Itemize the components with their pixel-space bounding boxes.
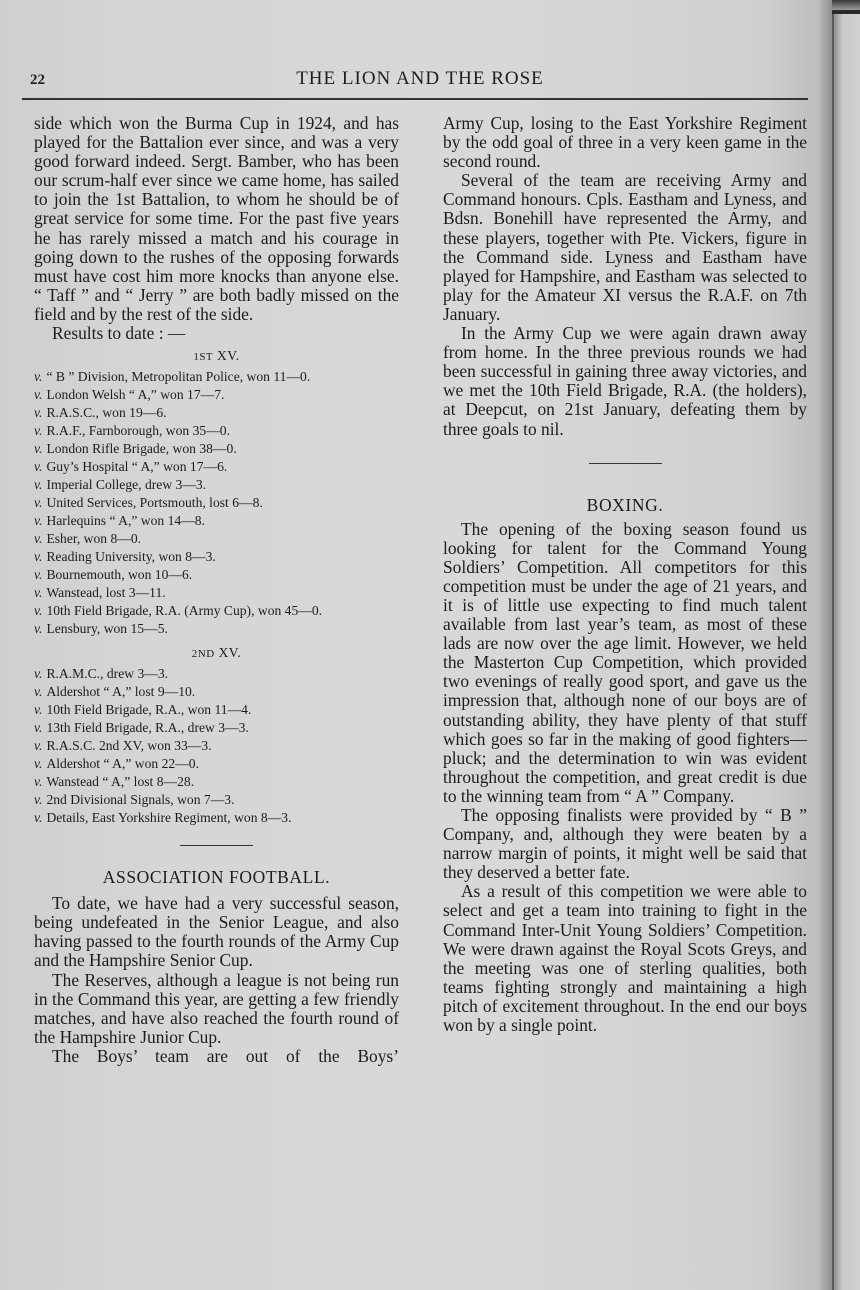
header-rule [22, 98, 808, 100]
boxing-title: BOXING. [586, 494, 664, 515]
football-paragraph: To date, we have had a very successful season, being undefeated in the Senior League, and also having passed to the fourth rounds of the Army Cup and the Hampshire Senior Cup. [34, 893, 399, 971]
result-item: v. London Rifle Brigade, won 38—0. [34, 441, 237, 457]
result-item: v. Bournemouth, won 10—6. [34, 567, 193, 583]
result-item: v. 13th Field Brigade, R.A., drew 3—3. [34, 720, 249, 736]
result-item: v. R.A.S.C., won 19—6. [34, 405, 167, 421]
result-item: v. “ B ” Division, Metropolitan Police, won 11—0. [34, 369, 311, 385]
result-item: v. Aldershot “ A,” lost 9—10. [34, 684, 196, 700]
result-item: v. 2nd Divisional Signals, won 7—3. [34, 792, 235, 808]
football-continued-paragraph: Army Cup, losing to the East Yorkshire Regiment by the odd goal of three in a very keen game in the second round. [443, 113, 807, 172]
result-item: v. R.A.F., Farnborough, won 35—0. [34, 423, 230, 439]
result-item: v. London Welsh “ A,” won 17—7. [34, 387, 225, 403]
page-header [30, 66, 810, 96]
boxing-paragraph: The opening of the boxing season found us looking for talent for the Command Young Soldiers’ Competition. All competitors for this competition must be under the age of 21 years, and it is of little use expecting to find much talent available from last year’s team, as most of these lads are now over the age limit. However, we held the Masterton Cup Competition, which provided two evenings of really good sport, and gave us the impression that, although none of our boys are of outstanding ability, they have plenty of that stuff which goes so far in the making of good fighters—pluck; and the determination to win was evident throughout the competition, and great credit is due to the winning team from “ A ” Company. [443, 518, 807, 806]
result-item: v. Guy’s Hospital “ A,” won 17—6. [34, 459, 228, 475]
result-item: v. R.A.S.C. 2nd XV, won 33—3. [34, 738, 212, 754]
result-item: v. R.A.M.C., drew 3—3. [34, 666, 169, 682]
football-paragraph: The Boys’ team are out of the Boys’ [52, 1045, 399, 1066]
right-column [443, 114, 807, 1035]
football-continued-paragraph: Several of the team are receiving Army and Command honours. Cpls. Eastham and Lyness, and Bdsn. Bonehill have represented the Army, and these players, together with Pte. Vickers, figure in the Command side. Lyness and Eastham have played for Hampshire, and Eastham was selected to play for the Amateur XI versus the R.A.F. on 7th January. [443, 170, 807, 324]
football-continued-paragraph: In the Army Cup we were again drawn away from home. In the three previous rounds we had been successful in gaining three away victories, and we met the 10th Field Brigade, R.A. (the holders), at Deepcut, on 21st January, defeating them by three goals to nil. [443, 323, 807, 439]
result-item: v. Details, East Yorkshire Regiment, won 8—3. [34, 810, 292, 826]
result-item: v. Wanstead, lost 3—11. [34, 585, 166, 601]
left-column [34, 114, 399, 1066]
result-item: v. Esher, won 8—0. [34, 531, 142, 547]
page-gutter-shadow [818, 0, 832, 1290]
second-xv-heading: 2ND XV. [191, 645, 242, 661]
result-item: v. Reading University, won 8—3. [34, 549, 216, 565]
first-xv-heading: 1ST XV. [193, 348, 240, 364]
result-item: v. Imperial College, drew 3—3. [34, 477, 207, 493]
section-divider [589, 463, 662, 464]
result-item: v. 10th Field Brigade, R.A., won 11—4. [34, 702, 252, 718]
running-title: THE LION AND THE ROSE [296, 68, 544, 89]
boxing-paragraph: As a result of this competition we were able to select and get a team into training to fight in the Command Inter-Unit Young Soldiers’ Competition. We were drawn against the Royal Scots Greys, and the meeting was one of sterling qualities, both teams fighting strongly and maintaining a high pitch of excitement throughout. In the end our boys won by a single point. [443, 881, 807, 1036]
result-item: v. 10th Field Brigade, R.A. (Army Cup), won 45—0. [34, 603, 323, 619]
section-divider [180, 845, 253, 846]
result-item: v. Wanstead “ A,” lost 8—28. [34, 774, 195, 790]
second-xv-results [34, 665, 399, 827]
association-football-title: ASSOCIATION FOOTBALL. [102, 867, 331, 888]
page-number: 22 [30, 72, 45, 88]
result-item: v. Lensbury, won 15—5. [34, 621, 168, 637]
football-paragraph: The Reserves, although a league is not being run in the Command this year, are getting a few friendly matches, and have also reached the fourth round of the Hampshire Junior Cup. [34, 969, 399, 1047]
rugby-intro-paragraph: side which won the Burma Cup in 1924, and has played for the Battalion ever since, and was a very good forward indeed. Sergt. Bamber, who has been our scrum-half ever since we came home, has sailed to join the 1st Battalion, to whom he should be of great service for some time. For the past five years he has rarely missed a match and his courage in going down to the rushes of the opposing forwards must have cost him more knocks than anyone else. “ Taff ” and “ Jerry ” are both badly missed on the field and by the rest of the side. [34, 113, 399, 324]
boxing-paragraph: The opposing finalists were provided by “ B ” Company, and, although they were beaten by a narrow margin of points, it might well be said that they deserved a better fate. [443, 805, 807, 883]
result-item: v. United Services, Portsmouth, lost 6—8. [34, 495, 263, 511]
first-xv-results [34, 368, 399, 638]
next-page-edge [832, 14, 860, 1290]
results-label: Results to date : — [52, 323, 186, 344]
result-item: v. Harlequins “ A,” won 14—8. [34, 513, 206, 529]
result-item: v. Aldershot “ A,” won 22—0. [34, 756, 199, 772]
